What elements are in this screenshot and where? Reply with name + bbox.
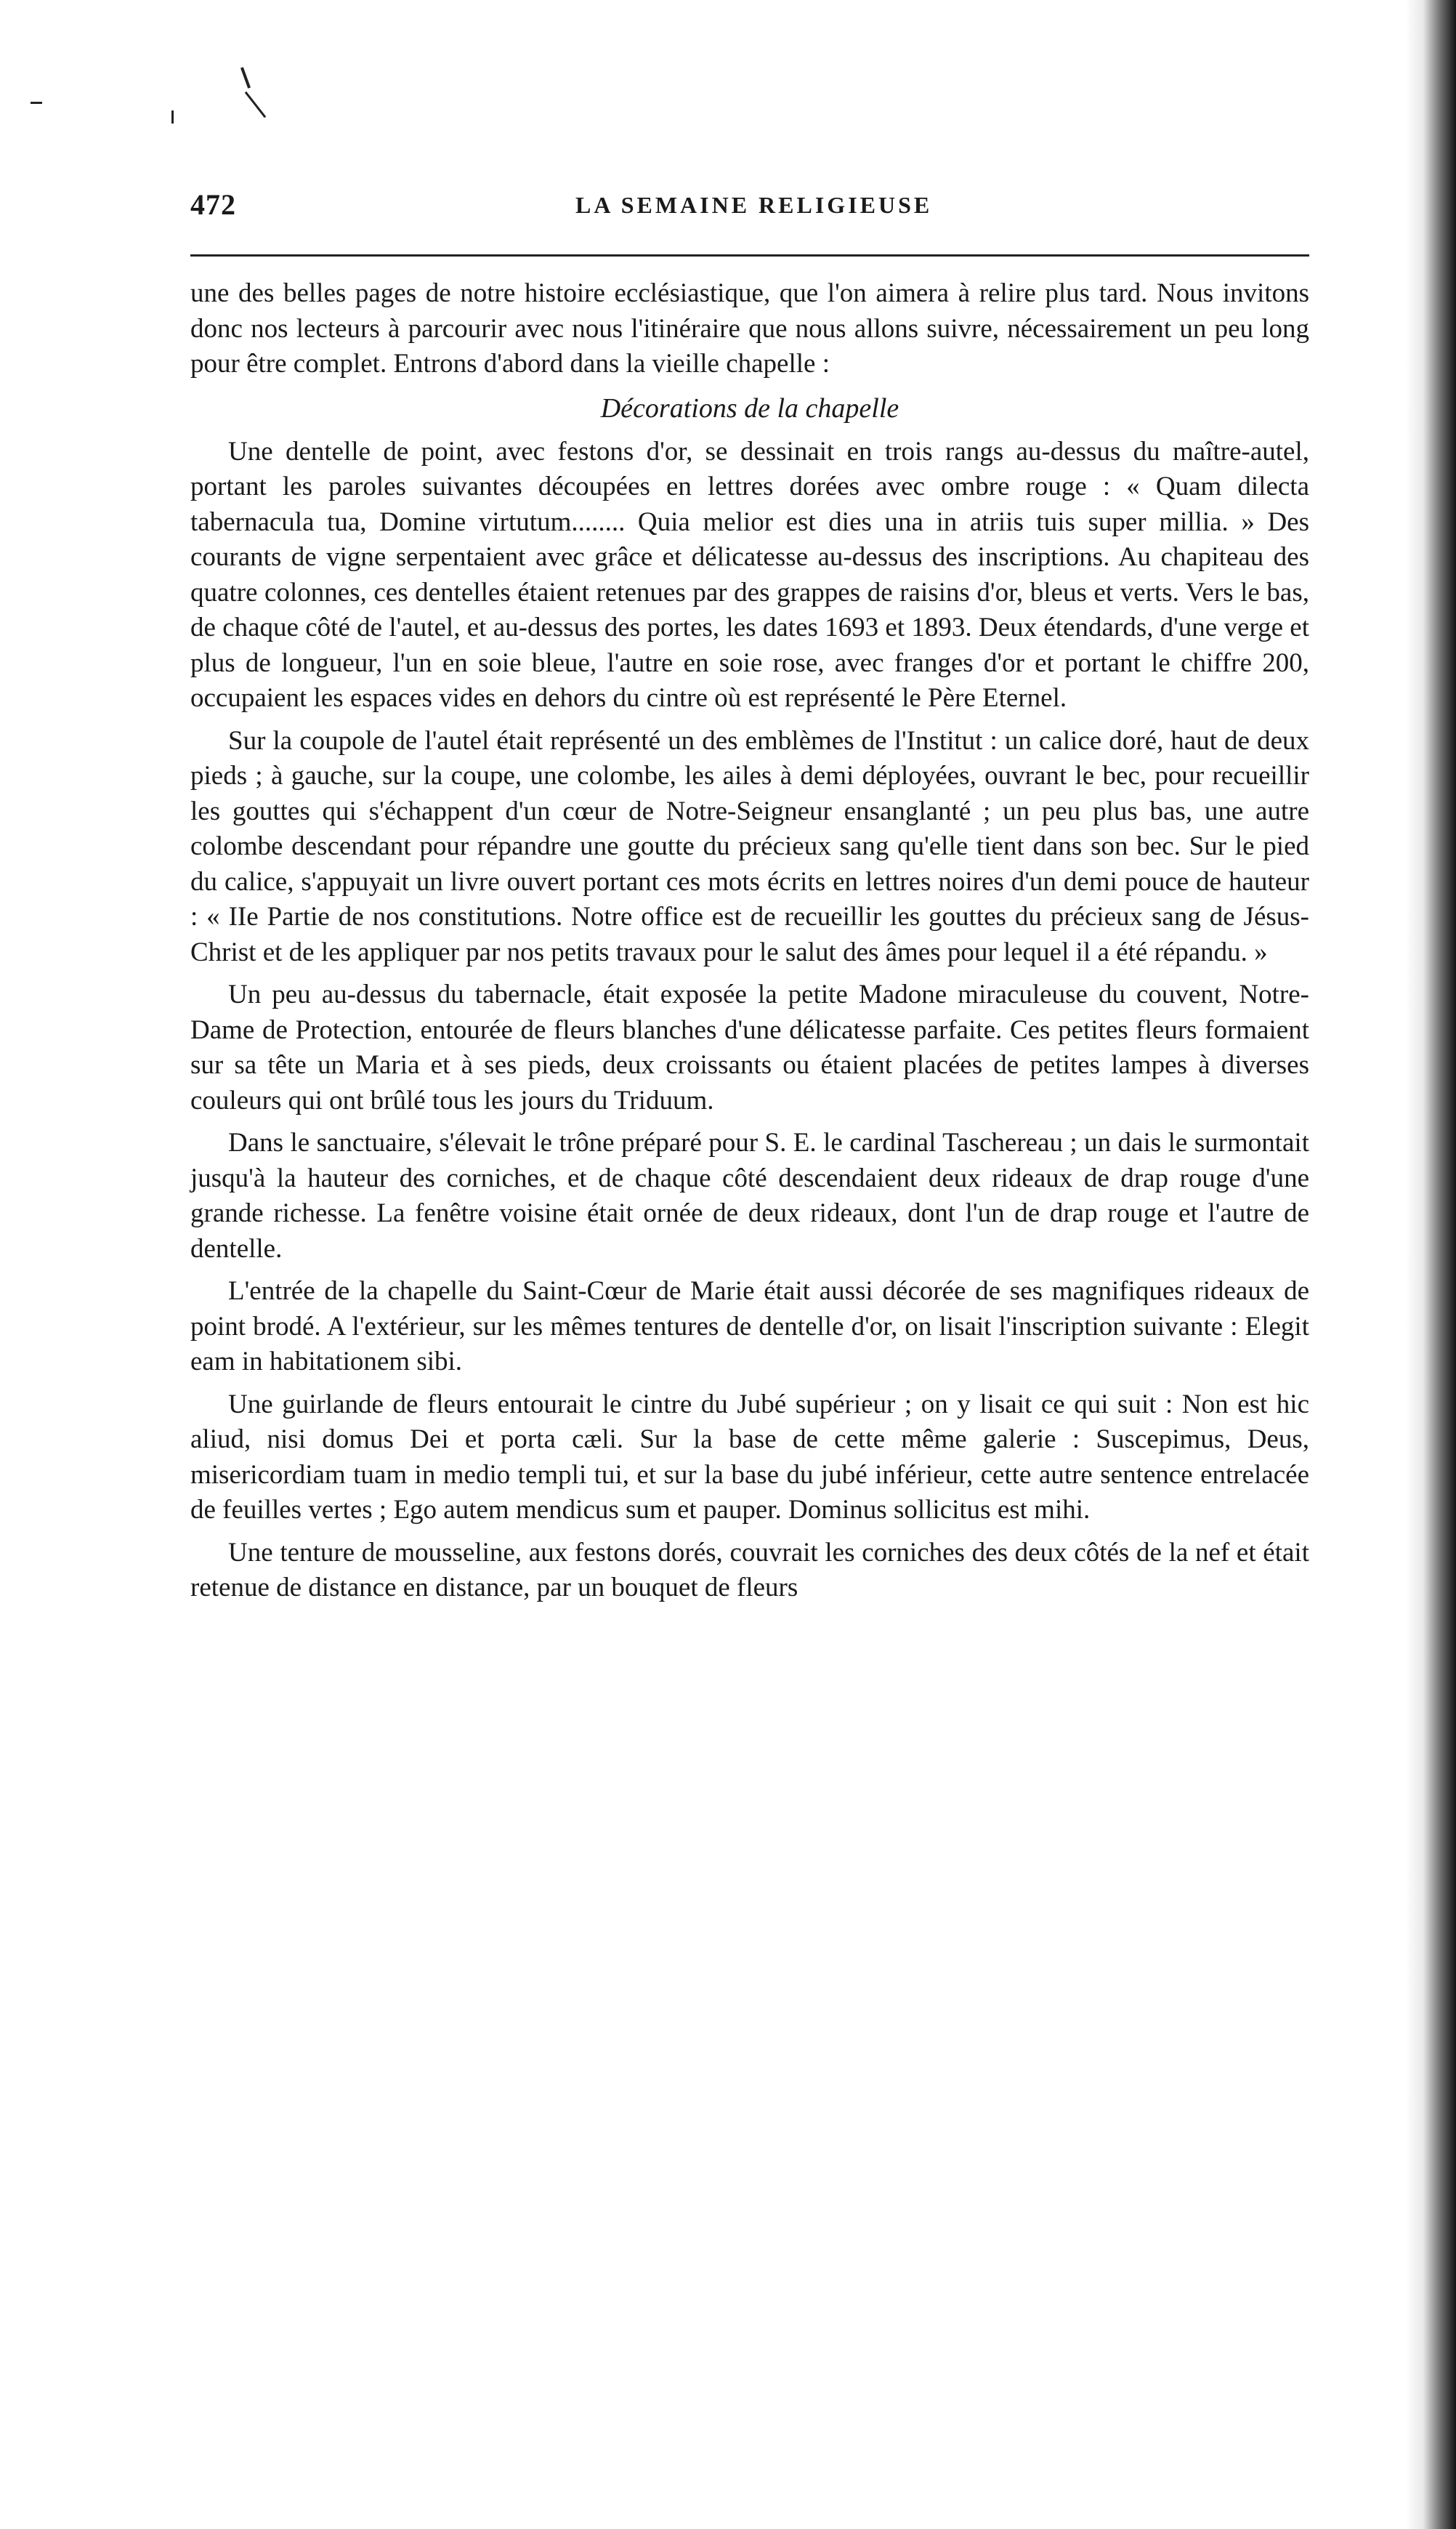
header-rule	[190, 254, 1309, 257]
paragraph: une des belles pages de notre histoire ecclésiastique, que l'on aimera à relire plus tard. Nous invitons donc nos lecteurs à parcourir avec nous l'itinéraire que nous allons suivre, nécessairement un peu long pour être complet. Entrons d'abord dans la vieille chapelle :	[190, 278, 1309, 379]
article-body	[190, 276, 1309, 1613]
page-number: 472	[190, 188, 236, 221]
scan-speck-mark	[245, 92, 266, 118]
paragraph: L'entrée de la chapelle du Saint-Cœur de Marie était aussi décorée de ses magnifiques rideaux de point brodé. A l'extérieur, sur les mêmes tentures de dentelle d'or, on lisait l'inscription suivante : Elegit eam in habitationem sibi.	[190, 1276, 1309, 1376]
page-header	[190, 187, 1309, 231]
paragraph: Une guirlande de fleurs entourait le cintre du Jubé supérieur ; on y lisait ce qui suit : Non est hic aliud, nisi domus Dei et porta cæli. Sur la base de cette même galerie : Suscepimus, Deus, misericordiam tuam in medio templi tui, et sur la base du jubé inférieur, cette autre sentence entrelacée de feuilles vertes ; Ego autem mendicus sum et pauper. Dominus sollicitus est mihi.	[190, 1389, 1309, 1525]
paragraph: Sur la coupole de l'autel était représenté un des emblèmes de l'Institut : un calice doré, haut de deux pieds ; à gauche, sur la coupe, une colombe, les ailes à demi déployées, ouvrant le bec, pour recueillir les gouttes qui s'échappent d'un cœur de Notre-Seigneur ensanglanté ; un peu plus bas, une autre colombe descendant pour répandre une goutte du précieux sang qu'elle tient dans son bec. Sur le pied du calice, s'appuyait un livre ouvert portant ces mots écrits en lettres noires d'un demi pouce de hauteur : « IIe Partie de nos constitutions. Notre office est de recueillir les gouttes du précieux sang de Jésus-Christ et de les appliquer par nos petits travaux pour le salut des âmes pour lequel il a été répandu. »	[190, 725, 1309, 967]
paragraph: Une dentelle de point, avec festons d'or, se dessinait en trois rangs au-dessus du maître-autel, portant les paroles suivantes découpées en lettres dorées avec ombre rouge : « Quam dilecta tabernacula tua, Domine virtutum........ Quia melior est dies una in atriis tuis super millia. » Des courants de vigne serpentaient avec grâce et délicatesse au-dessus des inscriptions. Au chapiteau des quatre colonnes, ces dentelles étaient retenues par des grappes de raisins d'or, bleus et verts. Vers le bas, de chaque côté de l'autel, et au-dessus des portes, les dates 1693 et 1893. Deux étendards, d'une verge et plus de longueur, l'un en soie bleue, l'autre en soie rose, avec franges d'or et portant le chiffre 200, occupaient les espaces vides en dehors du cintre où est représenté le Père Eternel.	[190, 436, 1309, 713]
running-title: LA SEMAINE RELIGIEUSE	[575, 192, 933, 218]
paragraph: Dans le sanctuaire, s'élevait le trône préparé pour S. E. le cardinal Taschereau ; un dais le surmontait jusqu'à la hauteur des corniches, et de chaque côté descendaient deux rideaux de drap rouge d'une grande richesse. La fenêtre voisine était ornée de deux rideaux, dont l'un de drap rouge et l'autre de dentelle.	[190, 1128, 1309, 1264]
scan-speck-mark	[31, 102, 42, 104]
scan-speck-mark	[240, 67, 251, 89]
scan-speck-mark	[171, 110, 174, 124]
paragraph: Une tenture de mousseline, aux festons dorés, couvrait les corniches des deux côtés de la nef et était retenue de distance en distance, par un bouquet de fleurs	[190, 1537, 1309, 1602]
paragraph: Un peu au-dessus du tabernacle, était exposée la petite Madone miraculeuse du couvent, Notre-Dame de Protection, entourée de fleurs blanches d'une délicatesse parfaite. Ces petites fleurs formaient sur sa tête un Maria et à ses pieds, deux croissants ou étaient placées de petites lampes à diverses couleurs qui ont brûlé tous les jours du Triduum.	[190, 980, 1309, 1116]
section-title: Décorations de la chapelle	[600, 392, 899, 424]
scan-edge-shadow	[1405, 0, 1456, 2529]
